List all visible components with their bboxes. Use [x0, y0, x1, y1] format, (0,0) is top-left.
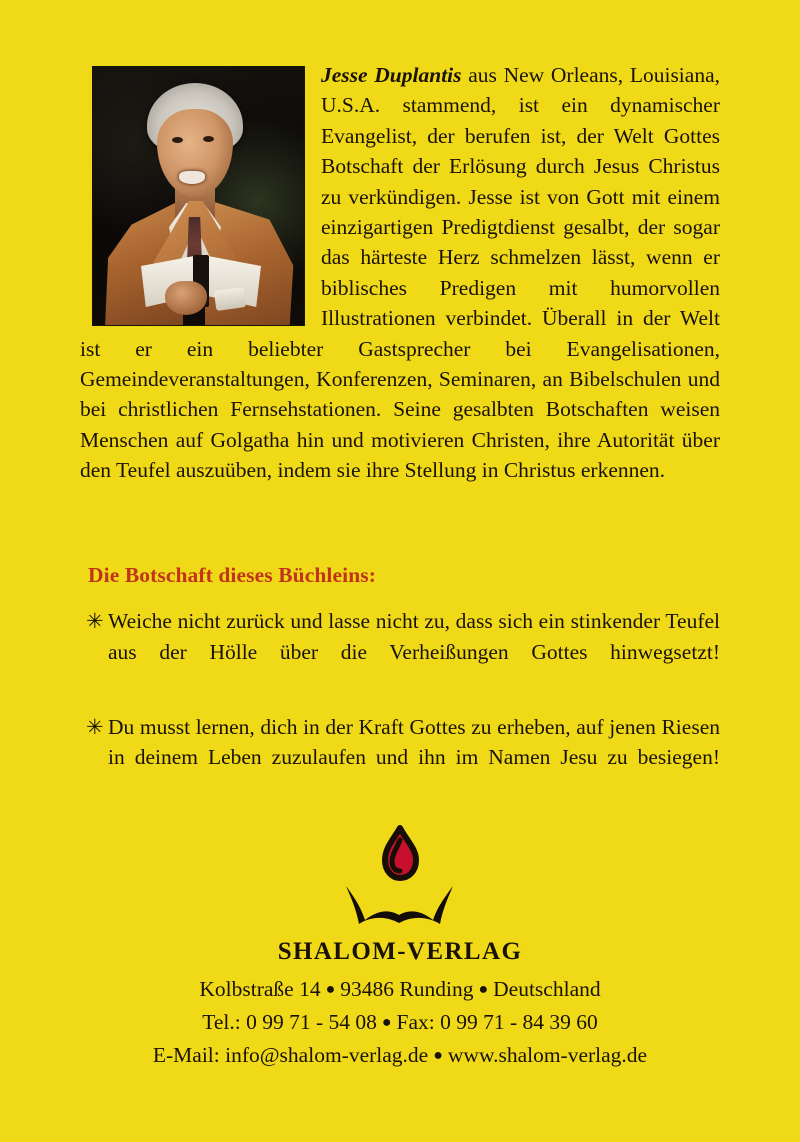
- separator-dot-icon: ●: [325, 981, 336, 998]
- list-item: [80, 712, 720, 804]
- address-line: [0, 974, 800, 1007]
- list-item: [80, 606, 720, 698]
- message-section-heading: Die Botschaft dieses Büchleins:: [88, 563, 376, 587]
- email-address[interactable]: E-Mail: info@shalom-verlag.de: [152, 1043, 429, 1067]
- website-url[interactable]: www.shalom-verlag.de: [447, 1043, 648, 1067]
- address-city: 93486 Runding: [340, 977, 474, 1001]
- address-street: Kolbstraße 14: [199, 977, 321, 1001]
- separator-dot-icon: ●: [433, 1047, 443, 1064]
- open-book-shape: [346, 886, 453, 924]
- portrait-mouth: [179, 171, 205, 184]
- portrait-hand: [165, 281, 207, 315]
- author-portrait-photo: [92, 66, 305, 326]
- publisher-name: SHALOM-VERLAG: [277, 938, 523, 965]
- author-bio-block: [80, 60, 720, 486]
- publisher-logo: [0, 824, 800, 928]
- bullet-text: Du musst lernen, dich in der Kraft Gottes zu erheben, auf jenen Riesen in deinem Leben zuzulaufen und ihn im Namen Jesu zu besiegen!: [108, 714, 720, 769]
- asterisk-bullet-icon: ✳: [86, 714, 104, 739]
- separator-dot-icon: ●: [381, 1014, 392, 1031]
- author-bio-body: aus New Orleans, Louisiana, U.S.A. stammend, ist ein dynamischer Evangelist, der berufen ist, der Welt Gottes Botschaft der Erlösung durch Jesus Christus zu verkündigen. Jesse ist von Gott mit einem einzigartigen Predigtdienst gesalbt, der sogar das härteste Herz schmelzen lässt, wenn er biblisches Predigen mit humorvollen Illustrationen verbindet. Überall in der Welt ist er ein beliebter Gastsprecher bei Evangelisationen, Gemeindeveranstaltungen, Konferenzen, Seminaren, an Bibelschulen und bei christlichen Fernsehstationen. Seine gesalbten Botschaften weisen Menschen auf Golgatha hin und motivieren Christen, ihre Autorität über den Teufel auszuüben, indem sie ihre Stellung in Christus erkennen.: [80, 63, 720, 483]
- portrait-shirt-cuff: [214, 287, 246, 311]
- portrait-eye-right: [203, 136, 214, 142]
- phone-number: Tel.: 0 99 71 - 54 08: [202, 1010, 377, 1034]
- message-bullet-list: [80, 606, 720, 817]
- asterisk-bullet-icon: ✳: [86, 609, 104, 633]
- online-line: [0, 1040, 800, 1073]
- flame-and-book-icon: [335, 824, 465, 928]
- address-country: Deutschland: [493, 977, 601, 1001]
- fax-number: Fax: 0 99 71 - 84 39 60: [396, 1010, 598, 1034]
- bullet-text: Weiche nicht zurück und lasse nicht zu, dass sich ein stinkender Teufel aus der Hölle über die Verheißungen Gottes hinwegsetzt!: [108, 609, 720, 664]
- contact-line: [0, 1007, 800, 1040]
- publisher-footer: [0, 938, 800, 1073]
- separator-dot-icon: ●: [478, 981, 489, 998]
- portrait-eye-left: [172, 137, 183, 143]
- author-name: Jesse Duplantis: [321, 63, 462, 87]
